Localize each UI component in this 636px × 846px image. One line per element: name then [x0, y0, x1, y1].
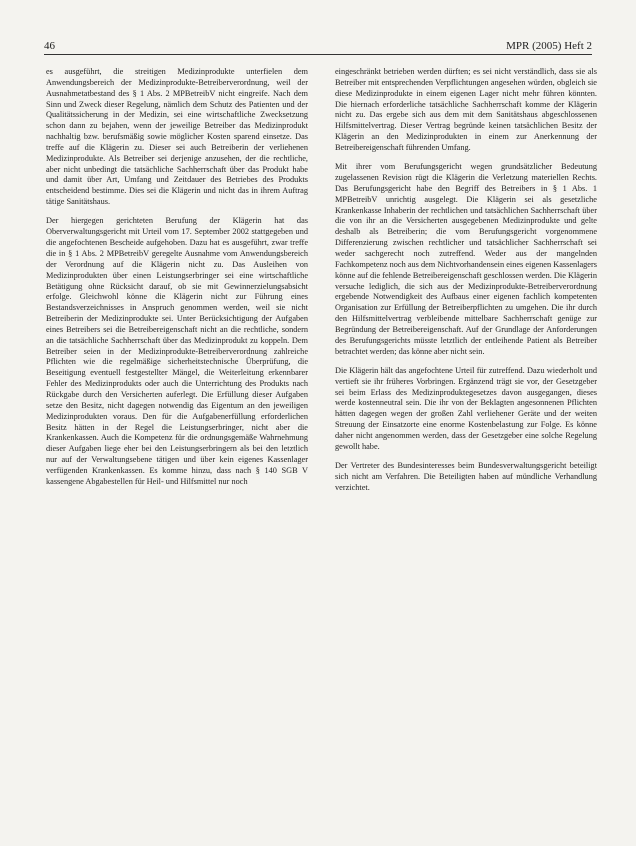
paragraph: Die Klägerin hält das angefochtene Urteil für zutreffend. Dazu wiederholt und vertieft sie ihr früheres Vorbringen. Ergänzend trägt sie vor, der Gesetzgeber sei beim Erlass des Medizinproduktegesetzes davon ausgegangen, dieses werde kostenneutral sein. Die ihr von der Beklagten angesonnenen Pflichten hätten dagegen wegen der großen Zahl verliehener Geräte und der weiten Streuung der Einsatzorte eine enorme Kostenbelastung zur Folge. Es könne daher nicht angenommen werden, dass der Gesetzgeber eine solche Regelung gewollt habe. [335, 365, 597, 451]
paragraph: Mit ihrer vom Berufungsgericht wegen grundsätzlicher Bedeutung zugelassenen Revision rügt die Klägerin die Verletzung materiellen Rechts. Das Berufungsgericht habe den Begriff des Betreibers in § 1 Abs. 1 MPBetreibV unrichtig ausgelegt. Die Klägerin sei als gesetzliche Krankenkasse Inhaberin der rechtlichen und tatsächlichen Sachherrschaft über die von ihr an die Versicherten ausgegebenen Medizinprodukte und gelte deshalb als Betreiberin; die vom Berufungsgericht vorgenommene Differenzierung zwischen rechtlicher und tatsächlicher Sachherrschaft sei weder sachgerecht noch zutreffend. Weder aus der mangelnden Fachkompetenz noch aus dem Nichtvorhandensein eines eigenen Kassenlagers könne auf die fehlende Betreibereigenschaft geschlossen werden. Die Klägerin versuche lediglich, die sich aus der Medizinprodukte-Betreiberverordnung ergebende Notwendigkeit des Aufbaus einer eigenen fachlich kompetenten Organisation zur Erfüllung der Betreiberpflichten zu umgehen. Die ihr durch den Hilfsmittelvertrag verbleibende mittelbare Sachherrschaft genüge zur Begründung der Betreibereigenschaft. Auf der Grundlage der Anforderungen des Berufungsgerichts müsste letztlich der entleihende Patient als Betreiber betrachtet werden; das könne aber nicht sein. [335, 162, 597, 356]
right-column [335, 67, 597, 502]
left-column [46, 67, 308, 496]
running-header: MPR (2005) Heft 2 [506, 40, 592, 52]
header-rule [44, 54, 592, 55]
page-number: 46 [44, 40, 55, 52]
paragraph: eingeschränkt betrieben werden dürften; es sei nicht verständlich, dass sie als Betreiber mit entsprechenden Verpflichtungen angesehen würden, obgleich sie diese Medizinprodukte in einem eigenen Lager nicht mehr führen könnten. Die hiernach erforderliche tatsächliche Sachherrschaft komme der Klägerin nicht zu. Das ergebe sich aus dem mit dem Sanitätshaus abgeschlossenen Hilfsmittelvertrag. Dieser Vertrag begründe keinen tatsächlichen Besitz der Klägerin an den Medizinprodukten in einem zur Anerkennung der Betreibereigenschaft führenden Umfang. [335, 67, 597, 152]
paragraph: Der Vertreter des Bundesinteresses beim Bundesverwaltungsgericht beteiligt sich nicht am Verfahren. Die Beteiligten haben auf mündliche Verhandlung verzichtet. [335, 461, 597, 492]
paragraph: es ausgeführt, die streitigen Medizinprodukte unterfielen dem Anwendungsbereich der Medizinprodukte-Betreiberverordnung, weil der Ausnahmetatbestand des § 1 Abs. 2 MPBetreibV nicht eingreife. Nach dem Sinn und Zweck dieser Regelung, nämlich dem Schutz des Patienten und der Qualitätssicherung in der Medizin, sei eine wirtschaftliche Zwecksetzung schon dann zu bejahen, wenn der jeweilige Betreiber das Medizinprodukt nachhaltig bzw. berufsmäßig sowie möglicher Kosten sparend einsetze. Das treffe auf die Klägerin zu. Dieser sei auch Betreiberin der verliehenen Medizinprodukte. Als Betreiber sei derjenige anzusehen, der die rechtliche, aber nicht unbedingt die tatsächliche Sachherrschaft über das Produkt habe und damit über Art, Umfang und Zeitdauer des Betriebes des Produkts entscheidend bestimme. Dies sei die Klägerin und nicht das in ihrem Auftrag tätige Sanitätshaus. [46, 67, 308, 207]
paragraph: Der hiergegen gerichteten Berufung der Klägerin hat das Oberverwaltungsgericht mit Urteil vom 17. September 2002 stattgegeben und die angefochtenen Bescheide aufgehoben. Dazu hat es ausgeführt, zwar treffe die in § 1 Abs. 2 MPBetreibV geregelte Ausnahme vom Anwendungsbereich der Verordnung auf die Klägerin nicht zu. Das Ausleihen von Medizinprodukten über einen Leistungserbringer sei eine wirtschaftliche Betätigung ohne Rücksicht darauf, ob sie mit Gewinnerzielungsabsicht erfolge. Gleichwohl könne die Klägerin nicht zur Führung eines Bestandsverzeichnisses in Anspruch genommen werden, weil sie nicht Betreiberin der Medizinprodukte sei. Unter Berücksichtigung der Aufgaben eines Betreibers sei die Betreibereigenschaft nicht an die rechtliche, sondern an die tatsächliche Sachherrschaft über das Medizinprodukt zu koppeln. Dem Betreiber seien in der Medizinprodukte-Betreiberverordnung zahlreiche Pflichten wie die regelmäßige sicherheitstechnische Überprüfung, die Beseitigung eventuell festgestellter Mängel, die Weiterleitung erkennbarer Fehler des Medizinprodukts oder auch die Unterrichtung des Produkts nach Rückgabe durch den Versicherten auferlegt. Die Erfüllung dieser Aufgaben setze den Besitz, nicht dagegen notwendig das Eigentum an den jeweiligen Medizinprodukten voraus. Den für die Aufgabenerfüllung erforderlichen Besitz hätten in der Regel die Leistungserbringer, nicht aber die Krankenkassen. Auch die Kompetenz für die ordnungsgemäße Wahrnehmung dieser Aufgaben liege eher bei den Leistungserbringern als bei den letztlich nur auf der Verwaltungsebene tätigen und über kein eigenes Kassenlager verfügenden Krankenkassen. Es komme hinzu, dass nach § 140 SGB V kassengene Abgabestellen für Heil- und Hilfsmittel nur noch [46, 216, 308, 486]
